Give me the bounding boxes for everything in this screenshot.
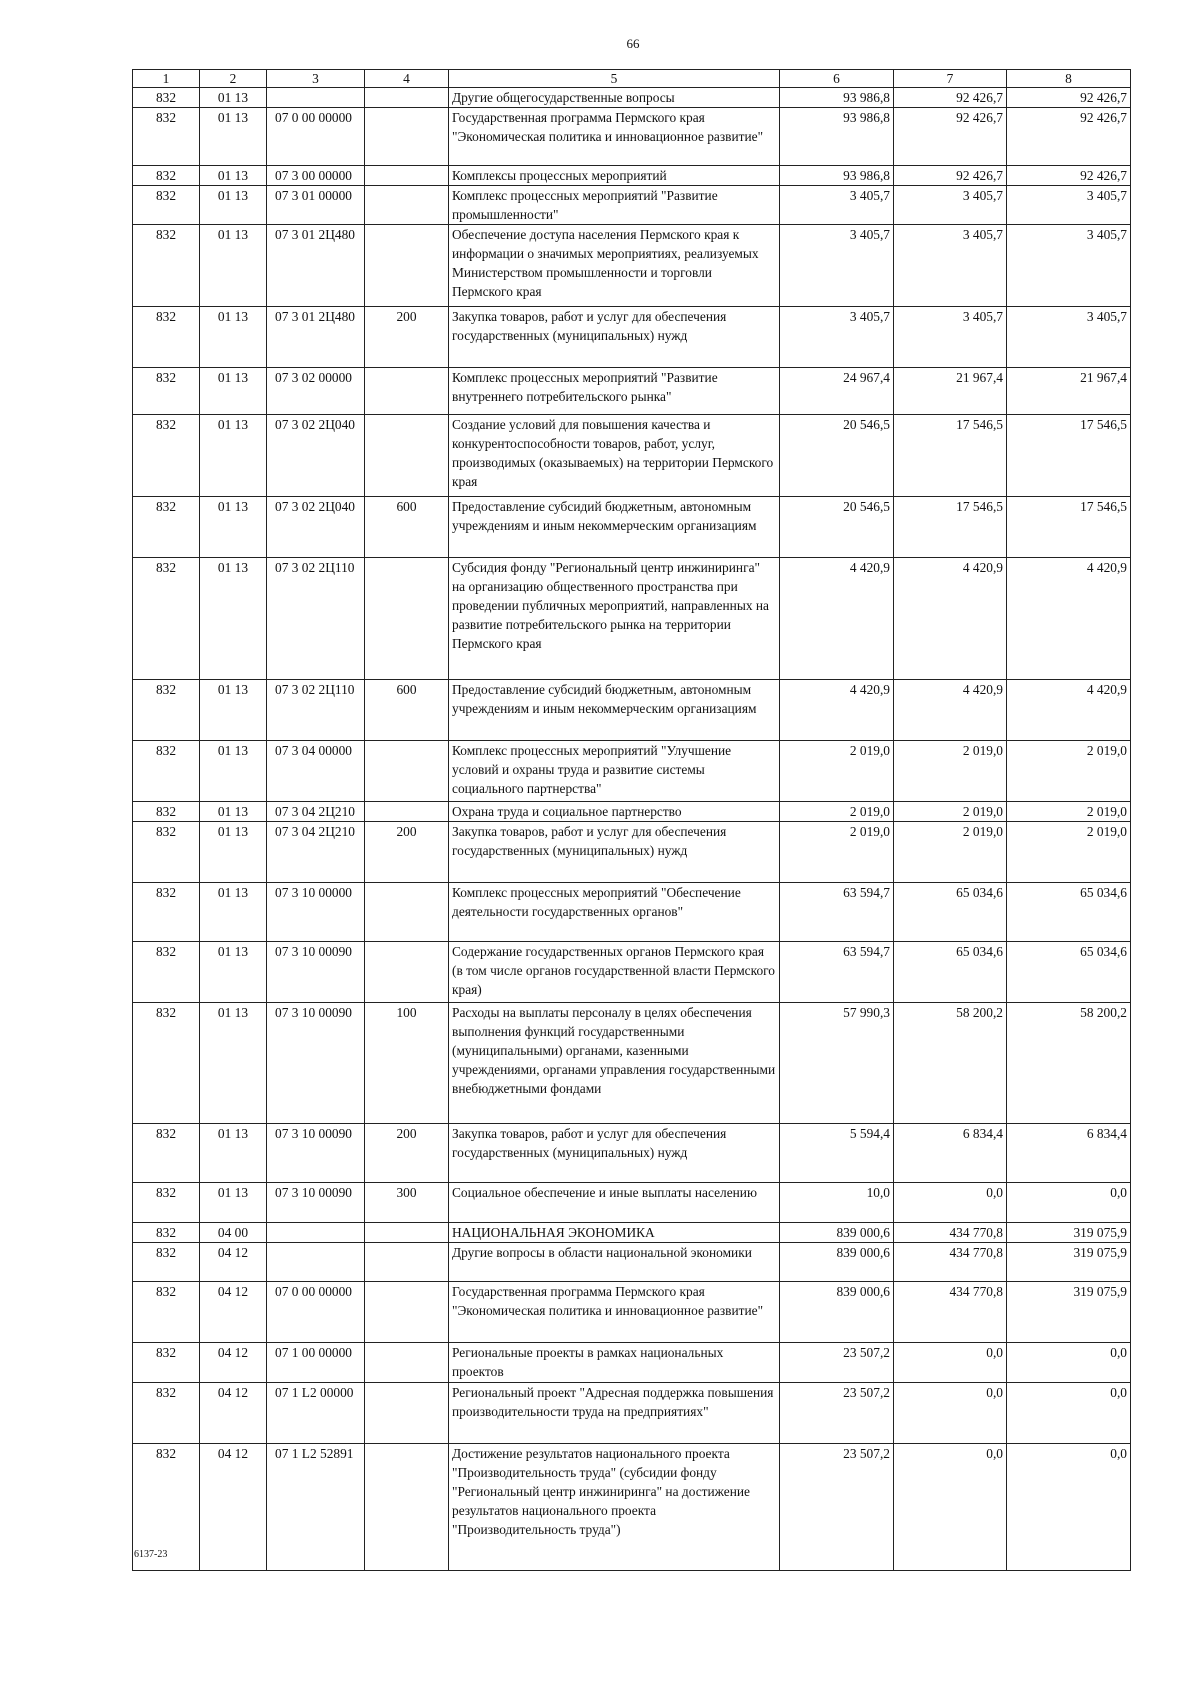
table-row — [133, 1282, 1131, 1343]
cell-section: 01 13 — [200, 307, 267, 368]
cell-name: НАЦИОНАЛЬНАЯ ЭКОНОМИКА — [449, 1223, 780, 1243]
cell-target-article — [267, 1223, 365, 1243]
cell-amount-8: 2 019,0 — [1007, 741, 1131, 802]
cell-amount-7: 4 420,9 — [894, 680, 1007, 741]
cell-name: Комплекс процессных мероприятий "Развитие промышленности" — [449, 186, 780, 225]
cell-amount-7: 92 426,7 — [894, 108, 1007, 166]
column-header: 6 — [780, 70, 894, 88]
table-row — [133, 1243, 1131, 1282]
cell-expense-type — [365, 1243, 449, 1282]
cell-amount-7: 65 034,6 — [894, 883, 1007, 942]
cell-section: 01 13 — [200, 741, 267, 802]
cell-expense-type — [365, 558, 449, 680]
cell-expense-type — [365, 1383, 449, 1444]
cell-name: Комплекс процессных мероприятий "Улучшение условий и охраны труда и развитие системы социального партнерства" — [449, 741, 780, 802]
cell-amount-7: 65 034,6 — [894, 942, 1007, 1003]
cell-target-article: 07 3 10 00000 — [267, 883, 365, 942]
cell-amount-8: 319 075,9 — [1007, 1243, 1131, 1282]
cell-amount-8: 2 019,0 — [1007, 822, 1131, 883]
cell-target-article: 07 3 02 00000 — [267, 368, 365, 415]
cell-name: Другие вопросы в области национальной экономики — [449, 1243, 780, 1282]
cell-amount-7: 4 420,9 — [894, 558, 1007, 680]
table-row — [133, 1444, 1131, 1571]
cell-department: 832 — [133, 558, 200, 680]
cell-name: Государственная программа Пермского края "Экономическая политика и инновационное развитие" — [449, 108, 780, 166]
cell-section: 04 12 — [200, 1444, 267, 1571]
cell-department: 832 — [133, 497, 200, 558]
cell-target-article: 07 3 01 2Ц480 — [267, 307, 365, 368]
cell-expense-type: 200 — [365, 822, 449, 883]
cell-name: Закупка товаров, работ и услуг для обеспечения государственных (муниципальных) нужд — [449, 307, 780, 368]
cell-target-article: 07 0 00 00000 — [267, 1282, 365, 1343]
cell-section: 01 13 — [200, 1124, 267, 1183]
cell-amount-7: 2 019,0 — [894, 741, 1007, 802]
cell-name: Достижение результатов национального проекта "Производительность труда" (субсидии фонду "Региональный центр инжиниринга" на достижение результатов национального проекта "Производительность труда") — [449, 1444, 780, 1571]
cell-target-article: 07 3 02 2Ц110 — [267, 558, 365, 680]
cell-name: Комплекс процессных мероприятий "Развитие внутреннего потребительского рынка" — [449, 368, 780, 415]
cell-name: Содержание государственных органов Пермского края (в том числе органов государственной власти Пермского края) — [449, 942, 780, 1003]
cell-amount-6: 20 546,5 — [780, 497, 894, 558]
cell-section: 04 12 — [200, 1282, 267, 1343]
cell-amount-8: 65 034,6 — [1007, 883, 1131, 942]
cell-department: 832 — [133, 1444, 200, 1571]
cell-amount-8: 3 405,7 — [1007, 225, 1131, 307]
cell-section: 01 13 — [200, 88, 267, 108]
table-row — [133, 166, 1131, 186]
cell-amount-6: 93 986,8 — [780, 166, 894, 186]
cell-amount-6: 2 019,0 — [780, 822, 894, 883]
cell-expense-type — [365, 1282, 449, 1343]
cell-name: Государственная программа Пермского края "Экономическая политика и инновационное развитие" — [449, 1282, 780, 1343]
cell-expense-type: 600 — [365, 497, 449, 558]
column-header: 8 — [1007, 70, 1131, 88]
cell-amount-7: 3 405,7 — [894, 225, 1007, 307]
cell-target-article — [267, 88, 365, 108]
cell-name: Социальное обеспечение и иные выплаты населению — [449, 1183, 780, 1223]
cell-name: Закупка товаров, работ и услуг для обеспечения государственных (муниципальных) нужд — [449, 1124, 780, 1183]
cell-target-article: 07 3 10 00090 — [267, 1003, 365, 1124]
page-number: 66 — [626, 36, 640, 51]
cell-amount-6: 23 507,2 — [780, 1444, 894, 1571]
cell-expense-type: 600 — [365, 680, 449, 741]
cell-amount-8: 65 034,6 — [1007, 942, 1131, 1003]
cell-name: Создание условий для повышения качества и конкурентоспособности товаров, работ, услуг, производимых (оказываемых) на территории Пермского края — [449, 415, 780, 497]
cell-name: Комплексы процессных мероприятий — [449, 166, 780, 186]
cell-expense-type — [365, 1343, 449, 1383]
cell-amount-7: 17 546,5 — [894, 497, 1007, 558]
cell-amount-6: 63 594,7 — [780, 883, 894, 942]
cell-amount-7: 0,0 — [894, 1183, 1007, 1223]
cell-target-article — [267, 1243, 365, 1282]
table-row — [133, 186, 1131, 225]
column-header: 7 — [894, 70, 1007, 88]
cell-target-article: 07 0 00 00000 — [267, 108, 365, 166]
cell-amount-8: 92 426,7 — [1007, 108, 1131, 166]
cell-amount-7: 92 426,7 — [894, 88, 1007, 108]
cell-name: Закупка товаров, работ и услуг для обеспечения государственных (муниципальных) нужд — [449, 822, 780, 883]
table-row — [133, 88, 1131, 108]
cell-name: Предоставление субсидий бюджетным, автономным учреждениям и иным некоммерческим организациям — [449, 680, 780, 741]
cell-amount-6: 3 405,7 — [780, 225, 894, 307]
cell-department: 832 — [133, 1124, 200, 1183]
cell-amount-7: 0,0 — [894, 1343, 1007, 1383]
cell-amount-8: 3 405,7 — [1007, 307, 1131, 368]
cell-amount-6: 57 990,3 — [780, 1003, 894, 1124]
cell-amount-8: 6 834,4 — [1007, 1124, 1131, 1183]
cell-department: 832 — [133, 1003, 200, 1124]
table-row — [133, 1124, 1131, 1183]
cell-amount-7: 58 200,2 — [894, 1003, 1007, 1124]
cell-target-article: 07 3 00 00000 — [267, 166, 365, 186]
cell-expense-type — [365, 1223, 449, 1243]
cell-amount-6: 5 594,4 — [780, 1124, 894, 1183]
cell-amount-7: 0,0 — [894, 1383, 1007, 1444]
cell-expense-type — [365, 883, 449, 942]
table-row — [133, 1343, 1131, 1383]
cell-amount-8: 4 420,9 — [1007, 558, 1131, 680]
table-row — [133, 883, 1131, 942]
cell-section: 04 12 — [200, 1383, 267, 1444]
cell-target-article: 07 3 04 2Ц210 — [267, 822, 365, 883]
cell-department: 832 — [133, 186, 200, 225]
cell-department: 832 — [133, 741, 200, 802]
cell-amount-6: 2 019,0 — [780, 741, 894, 802]
cell-section: 01 13 — [200, 225, 267, 307]
cell-amount-7: 2 019,0 — [894, 822, 1007, 883]
cell-department: 832 — [133, 368, 200, 415]
cell-amount-6: 20 546,5 — [780, 415, 894, 497]
cell-amount-8: 17 546,5 — [1007, 497, 1131, 558]
column-header: 5 — [449, 70, 780, 88]
cell-target-article: 07 3 02 2Ц110 — [267, 680, 365, 741]
cell-amount-7: 434 770,8 — [894, 1223, 1007, 1243]
cell-target-article: 07 3 10 00090 — [267, 942, 365, 1003]
cell-department: 832 — [133, 415, 200, 497]
cell-section: 01 13 — [200, 822, 267, 883]
table-row — [133, 225, 1131, 307]
cell-department: 832 — [133, 1223, 200, 1243]
cell-target-article: 07 3 01 00000 — [267, 186, 365, 225]
cell-amount-6: 93 986,8 — [780, 88, 894, 108]
cell-department: 832 — [133, 166, 200, 186]
cell-expense-type — [365, 88, 449, 108]
column-header: 1 — [133, 70, 200, 88]
cell-name: Предоставление субсидий бюджетным, автономным учреждениям и иным некоммерческим организациям — [449, 497, 780, 558]
cell-amount-6: 63 594,7 — [780, 942, 894, 1003]
cell-target-article: 07 1 00 00000 — [267, 1343, 365, 1383]
column-header: 2 — [200, 70, 267, 88]
cell-target-article: 07 3 02 2Ц040 — [267, 415, 365, 497]
cell-amount-7: 2 019,0 — [894, 802, 1007, 822]
cell-department: 832 — [133, 108, 200, 166]
cell-amount-7: 21 967,4 — [894, 368, 1007, 415]
cell-target-article: 07 1 L2 00000 — [267, 1383, 365, 1444]
cell-amount-7: 92 426,7 — [894, 166, 1007, 186]
cell-amount-7: 6 834,4 — [894, 1124, 1007, 1183]
cell-section: 01 13 — [200, 186, 267, 225]
cell-target-article: 07 3 02 2Ц040 — [267, 497, 365, 558]
cell-amount-8: 0,0 — [1007, 1343, 1131, 1383]
table-row — [133, 415, 1131, 497]
cell-target-article: 07 3 10 00090 — [267, 1183, 365, 1223]
column-header: 3 — [267, 70, 365, 88]
cell-expense-type — [365, 368, 449, 415]
table-row — [133, 942, 1131, 1003]
cell-amount-8: 0,0 — [1007, 1383, 1131, 1444]
table-row — [133, 802, 1131, 822]
cell-amount-8: 92 426,7 — [1007, 88, 1131, 108]
cell-section: 01 13 — [200, 108, 267, 166]
cell-expense-type — [365, 1444, 449, 1571]
cell-expense-type — [365, 108, 449, 166]
cell-amount-6: 2 019,0 — [780, 802, 894, 822]
cell-amount-7: 3 405,7 — [894, 307, 1007, 368]
cell-amount-7: 434 770,8 — [894, 1243, 1007, 1282]
cell-name: Другие общегосударственные вопросы — [449, 88, 780, 108]
table-row — [133, 741, 1131, 802]
cell-amount-6: 23 507,2 — [780, 1343, 894, 1383]
cell-expense-type: 200 — [365, 307, 449, 368]
table-row — [133, 1223, 1131, 1243]
cell-target-article: 07 3 04 2Ц210 — [267, 802, 365, 822]
table-row — [133, 497, 1131, 558]
table-row — [133, 1003, 1131, 1124]
cell-amount-6: 839 000,6 — [780, 1223, 894, 1243]
cell-amount-8: 58 200,2 — [1007, 1003, 1131, 1124]
cell-amount-6: 839 000,6 — [780, 1243, 894, 1282]
cell-amount-8: 21 967,4 — [1007, 368, 1131, 415]
cell-name: Комплекс процессных мероприятий "Обеспечение деятельности государственных органов" — [449, 883, 780, 942]
cell-department: 832 — [133, 942, 200, 1003]
cell-amount-6: 23 507,2 — [780, 1383, 894, 1444]
cell-amount-8: 0,0 — [1007, 1183, 1131, 1223]
cell-target-article: 07 3 01 2Ц480 — [267, 225, 365, 307]
cell-amount-8: 92 426,7 — [1007, 166, 1131, 186]
cell-department: 832 — [133, 822, 200, 883]
cell-name: Охрана труда и социальное партнерство — [449, 802, 780, 822]
cell-section: 01 13 — [200, 883, 267, 942]
table-row — [133, 558, 1131, 680]
cell-amount-7: 0,0 — [894, 1444, 1007, 1571]
table-row — [133, 1383, 1131, 1444]
cell-amount-6: 3 405,7 — [780, 186, 894, 225]
cell-amount-6: 839 000,6 — [780, 1282, 894, 1343]
cell-target-article: 07 3 10 00090 — [267, 1124, 365, 1183]
cell-section: 01 13 — [200, 802, 267, 822]
cell-amount-8: 3 405,7 — [1007, 186, 1131, 225]
table-header-row — [133, 70, 1131, 88]
cell-expense-type — [365, 186, 449, 225]
cell-expense-type: 200 — [365, 1124, 449, 1183]
cell-section: 04 12 — [200, 1343, 267, 1383]
cell-department: 832 — [133, 88, 200, 108]
cell-department: 832 — [133, 225, 200, 307]
budget-table — [132, 69, 1131, 1571]
cell-expense-type: 100 — [365, 1003, 449, 1124]
cell-amount-8: 319 075,9 — [1007, 1282, 1131, 1343]
cell-amount-6: 3 405,7 — [780, 307, 894, 368]
cell-section: 01 13 — [200, 368, 267, 415]
cell-section: 01 13 — [200, 680, 267, 741]
cell-expense-type — [365, 942, 449, 1003]
table-row — [133, 680, 1131, 741]
cell-expense-type — [365, 225, 449, 307]
cell-target-article: 07 3 04 00000 — [267, 741, 365, 802]
cell-section: 01 13 — [200, 942, 267, 1003]
table-row — [133, 108, 1131, 166]
cell-name: Расходы на выплаты персоналу в целях обеспечения выполнения функций государственными (муниципальными) органами, казенными учреждениями, органами управления государственными внебюджетными фондами — [449, 1003, 780, 1124]
cell-department: 832 — [133, 307, 200, 368]
cell-amount-8: 4 420,9 — [1007, 680, 1131, 741]
cell-amount-7: 3 405,7 — [894, 186, 1007, 225]
cell-amount-6: 93 986,8 — [780, 108, 894, 166]
cell-expense-type — [365, 802, 449, 822]
cell-name: Обеспечение доступа населения Пермского края к информации о значимых мероприятиях, реализуемых Министерством промышленности и торговли Пермского края — [449, 225, 780, 307]
cell-expense-type: 300 — [365, 1183, 449, 1223]
cell-name: Региональный проект "Адресная поддержка повышения производительности труда на предприятиях" — [449, 1383, 780, 1444]
cell-amount-8: 17 546,5 — [1007, 415, 1131, 497]
footer-document-code: 6137-23 — [134, 1549, 168, 1560]
cell-expense-type — [365, 741, 449, 802]
cell-amount-6: 4 420,9 — [780, 558, 894, 680]
cell-amount-8: 2 019,0 — [1007, 802, 1131, 822]
cell-section: 04 12 — [200, 1243, 267, 1282]
cell-expense-type — [365, 166, 449, 186]
column-header: 4 — [365, 70, 449, 88]
cell-section: 01 13 — [200, 415, 267, 497]
cell-expense-type — [365, 415, 449, 497]
cell-department: 832 — [133, 883, 200, 942]
cell-target-article: 07 1 L2 52891 — [267, 1444, 365, 1571]
cell-amount-8: 319 075,9 — [1007, 1223, 1131, 1243]
cell-section: 01 13 — [200, 497, 267, 558]
cell-section: 01 13 — [200, 166, 267, 186]
table-row — [133, 368, 1131, 415]
cell-name: Субсидия фонду "Региональный центр инжиниринга" на организацию общественного пространства при проведении публичных мероприятий, направленных на развитие потребительского рынка на территории Пермского края — [449, 558, 780, 680]
cell-department: 832 — [133, 1343, 200, 1383]
table-row — [133, 1183, 1131, 1223]
cell-amount-7: 17 546,5 — [894, 415, 1007, 497]
cell-department: 832 — [133, 1383, 200, 1444]
cell-name: Региональные проекты в рамках национальных проектов — [449, 1343, 780, 1383]
cell-section: 04 00 — [200, 1223, 267, 1243]
cell-amount-7: 434 770,8 — [894, 1282, 1007, 1343]
cell-amount-8: 0,0 — [1007, 1444, 1131, 1571]
cell-section: 01 13 — [200, 1183, 267, 1223]
cell-department: 832 — [133, 1243, 200, 1282]
cell-department: 832 — [133, 680, 200, 741]
cell-amount-6: 10,0 — [780, 1183, 894, 1223]
cell-department: 832 — [133, 802, 200, 822]
cell-amount-6: 24 967,4 — [780, 368, 894, 415]
cell-department: 832 — [133, 1183, 200, 1223]
table-row — [133, 822, 1131, 883]
cell-section: 01 13 — [200, 558, 267, 680]
table-row — [133, 307, 1131, 368]
cell-department: 832 — [133, 1282, 200, 1343]
cell-amount-6: 4 420,9 — [780, 680, 894, 741]
cell-section: 01 13 — [200, 1003, 267, 1124]
